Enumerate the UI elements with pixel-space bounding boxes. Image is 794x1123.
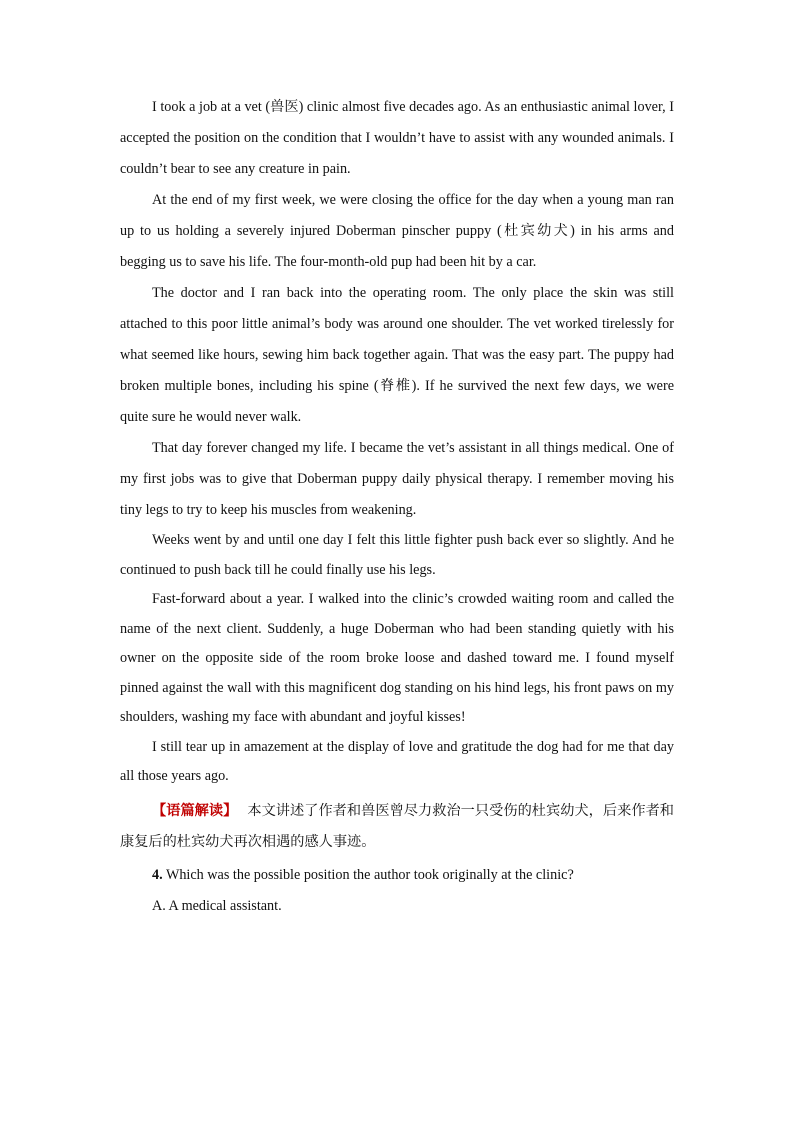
option-a: A. A medical assistant. <box>152 897 282 914</box>
paragraph-5: Weeks went by and until one day I felt this little fighter push back ever so slightly. And he continued to push back till he could finally use his legs. <box>120 532 674 578</box>
question-text: Which was the possible position the author took originally at the clinic? <box>165 866 574 883</box>
paragraph-6: Fast-forward about a year. I walked into the clinic’s crowded waiting room and called the name of the next client. Suddenly, a huge Doberman who had been standing quietly with his owner on the opposite side of the room broke loose and dashed toward me. I found myself pinned against the wall with this magnificent dog standing on his hind legs, his front paws on my shoulders, washing my face with abundant and joyful kisses! <box>120 591 674 725</box>
reading-note <box>120 796 674 858</box>
passage-body <box>120 92 674 922</box>
question-4 <box>120 860 674 891</box>
reading-note-text: 本文讲述了作者和兽医曾尽力救治一只受伤的杜宾幼犬，后来作者和康复后的杜宾幼犬再次相遇的感人事迹。 <box>120 802 674 850</box>
question-number: 4. <box>152 866 163 883</box>
reading-note-tag: 【语篇解读】 <box>152 802 238 819</box>
paragraph-3: The doctor and I ran back into the operating room. The only place the skin was still attached to this poor little animal’s body was around one shoulder. The vet worked tirelessly for what seemed like hours, sewing him back together again. That was the easy part. The puppy had broken multiple bones, including his spine (脊椎). If he survived the next few days, we were quite sure he would never walk. <box>120 285 674 425</box>
paragraph-7: I still tear up in amazement at the display of love and gratitude the dog had for me that day all those years ago. <box>120 738 674 784</box>
paragraph-2: At the end of my first week, we were closing the office for the day when a young man ran up to us holding a severely injured Doberman pinscher puppy (杜宾幼犬) in his arms and begging us to save his life. The four-month-old pup had been hit by a car. <box>120 192 674 270</box>
paragraph-4: That day forever changed my life. I became the vet’s assistant in all things medical. One of my first jobs was to give that Doberman puppy daily physical therapy. I remember moving his tiny legs to try to keep his muscles from weakening. <box>120 440 674 518</box>
paragraph-1: I took a job at a vet (兽医) clinic almost five decades ago. As an enthusiastic animal lover, I accepted the position on the condition that I wouldn’t have to assist with any wounded animals. I couldn’t bear to see any creature in pain. <box>120 99 674 177</box>
